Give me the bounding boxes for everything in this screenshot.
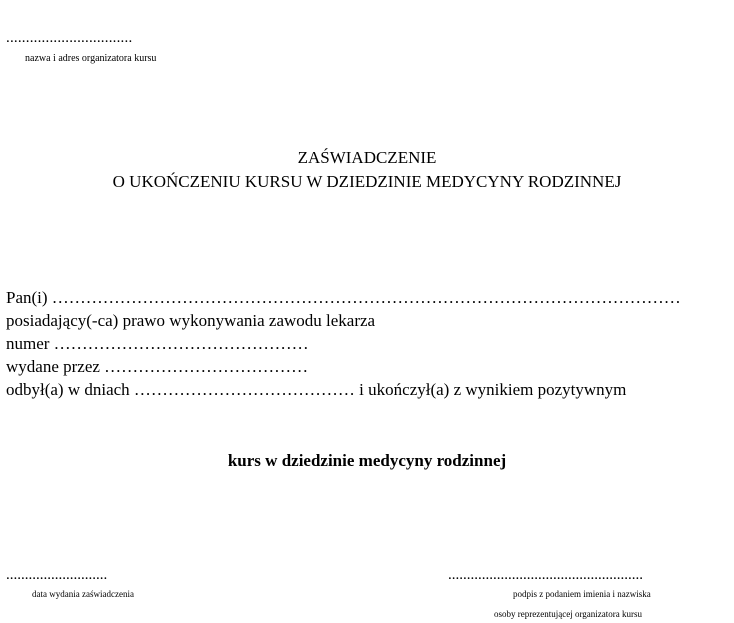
signature-field: .................................................... (448, 567, 643, 583)
issued-by-line: wydane przez ……………………………… (6, 357, 309, 376)
signature-caption-line2: osoby reprezentującej organizatora kursu (494, 609, 643, 619)
license-number-line: numer ……………………………………… (6, 334, 309, 353)
participant-name-line: Pan(i) ………………………………………………………………………………………………… (6, 288, 681, 307)
issue-date-field: ........................... (6, 567, 108, 583)
course-name: kurs w dziedzinie medycyny rodzinnej (227, 451, 507, 470)
organizer-name-caption: nazwa i adres organizatora kursu (25, 53, 157, 64)
document-title: ZAŚWIADCZENIE (297, 148, 437, 167)
course-dates-line: odbył(a) w dniach ………………………………… i ukończył(a) z wynikiem pozytywnym (6, 380, 627, 399)
signature-caption-line1: podpis z podaniem imienia i nazwiska (513, 589, 651, 599)
issue-date-caption: data wydania zaświadczenia (32, 589, 134, 599)
license-statement-line: posiadający(-ca) prawo wykonywania zawodu lekarza (6, 311, 376, 330)
organizer-name-field: ................................ (6, 30, 133, 46)
document-subtitle: O UKOŃCZENIU KURSU W DZIEDZINIE MEDYCYNY RODZINNEJ (112, 172, 622, 191)
